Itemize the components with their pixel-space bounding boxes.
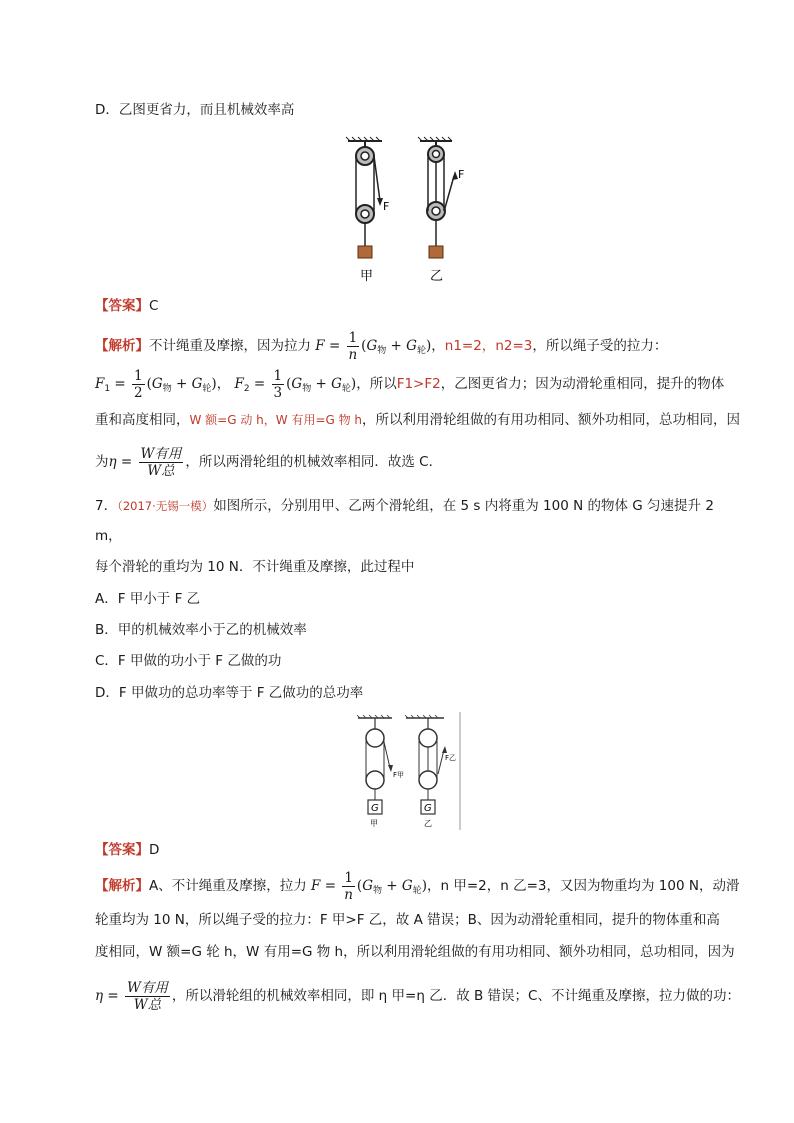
q7-analysis-line1: 【解析】A、不计绳重及摩擦，拉力 F = $\frac{1}{n}$ $(G_物 + G_轮)$，n 甲=2，n 乙=3，又因为物重均为 100 N，动滑 bbox=[95, 869, 740, 903]
q6-label-jia: 甲 bbox=[360, 269, 374, 284]
fraction-one-over-n: $\frac{1}{n}$ bbox=[344, 869, 353, 903]
q7-f-yi-label: F乙 bbox=[445, 754, 457, 762]
q7-stem-cont: m， bbox=[95, 528, 122, 544]
fraction-one-over-n: $\frac{1}{n}$ bbox=[348, 329, 358, 363]
q7-answer: 【答案】D bbox=[95, 842, 160, 858]
fraction-one-third: $\frac{1}{3}$ bbox=[273, 367, 283, 401]
n1-value: n1=2， bbox=[444, 338, 496, 354]
analysis-tag: 解析 bbox=[108, 878, 136, 894]
q7-g-left: G bbox=[371, 803, 379, 814]
q7-g-right: G bbox=[424, 803, 432, 814]
efficiency-fraction: $\frac{\text{W有用}}{\text{W总}}$ bbox=[140, 445, 182, 479]
q7-source: （2017·无锡一模） bbox=[117, 499, 214, 513]
q7-option-a: A．F 甲小于 F 乙 bbox=[95, 591, 201, 607]
q7-option-b: B．甲的机械效率小于乙的机械效率 bbox=[95, 622, 307, 638]
fraction-one-half: $\frac{1}{2}$ bbox=[134, 367, 143, 401]
q6-right-force-label: F bbox=[458, 168, 465, 181]
q7-stem-line2: 每个滑轮的重均为 10 N．不计绳重及摩擦，此过程中 bbox=[95, 559, 415, 575]
q7-option-c: C．F 甲做的功小于 F 乙做的功 bbox=[95, 653, 282, 669]
formula-f: F bbox=[315, 338, 325, 354]
answer-tag: 答案 bbox=[108, 298, 136, 314]
answer-value: C bbox=[149, 298, 159, 314]
efficiency-fraction: $\frac{\text{W有用}}{\text{W总}}$ bbox=[127, 979, 168, 1013]
q7-pulley-figure bbox=[348, 712, 464, 830]
q6-left-force-label: F bbox=[383, 200, 390, 213]
answer-bracket-close: 】 bbox=[135, 298, 149, 314]
analysis-bracket-close: 】 bbox=[135, 338, 149, 354]
answer-tag: 答案 bbox=[108, 842, 136, 858]
q7-analysis-line2: 轮重均为 10 N，所以绳子受的拉力：F 甲>F 乙，故 A 错误；B、因为动滑轮重相同，提升的物体重和高 bbox=[95, 912, 720, 928]
q6-pulley-figure bbox=[340, 136, 480, 286]
answer-bracket-open: 【 bbox=[95, 298, 109, 314]
q6-option-d: D．乙图更省力，而且机械效率高 bbox=[95, 102, 295, 118]
q7-option-d: D．F 甲做功的总功率等于 F 乙做功的总功率 bbox=[95, 685, 364, 701]
q6-label-yi: 乙 bbox=[430, 269, 444, 284]
q6-answer bbox=[95, 296, 158, 316]
q7-f-jia-label: F甲 bbox=[393, 771, 405, 779]
analysis-bracket-open: 【 bbox=[95, 338, 109, 354]
q6-pulley-diagram bbox=[340, 136, 480, 286]
q7-label-jia: 甲 bbox=[370, 819, 378, 828]
q7-analysis-line3: 度相同，W 额=G 轮 h，W 有用=G 物 h，所以利用滑轮组做的有用功相同、额外功相同，总功相同，因为 bbox=[95, 944, 735, 960]
q7-stem-line1: 7．（2017·无锡一模）如图所示，分别用甲、乙两个滑轮组，在 5 s 内将重为 100 N 的物体 G 匀速提升 2 bbox=[95, 498, 714, 514]
q6-analysis-line4: 为η = $\frac{\text{W有用}}{\text{W总}}$ ，所以两滑轮组的机械效率相同．故选 C． bbox=[95, 445, 443, 479]
q7-analysis-line4: η = $\frac{\text{W有用}}{\text{W总}}$ ，所以滑轮组的机械效率相同，即 η 甲=η 乙．故 B 错误；C、不计绳重及摩擦，拉力做的功： bbox=[95, 979, 740, 1013]
analysis-text: 不计绳重及摩擦，因为拉力 bbox=[149, 338, 311, 354]
q7-pulley-diagram bbox=[348, 712, 464, 830]
q7-label-yi: 乙 bbox=[424, 819, 432, 828]
analysis-tag: 解析 bbox=[108, 338, 136, 354]
n2-value: n2=3 bbox=[495, 338, 533, 354]
q6-analysis-line3: 重和高度相同，W 额=G 动 h，W 有用=G 物 h，所以利用滑轮组做的有用功相同、额外功相同，总功相同，因 bbox=[95, 412, 741, 428]
q6-analysis-line1: 【解析】不计绳重及摩擦，因为拉力 F = $\frac{1}{n}$ $(G_物 + G_轮)$，n1=2，n2=3，所以绳子受的拉力： bbox=[95, 329, 668, 363]
q6-analysis-line2: $F_1$ = $\frac{1}{2}$ $(G_物 + G_轮)$， $F_2$ = $\frac{1}{3}$ $(G_物 + G_轮)$，所以F1>F2，乙图更省力；因为动滑轮重相同，提升的物体 bbox=[95, 367, 725, 401]
answer-value: D bbox=[149, 842, 160, 858]
